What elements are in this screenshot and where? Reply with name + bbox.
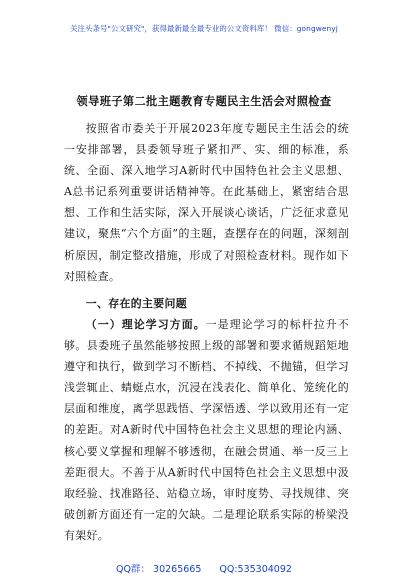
section-paragraph [64,314,349,546]
section-heading: 一、存在的主要问题 [85,297,187,310]
footer-qq-number: QQ:535304092 [219,564,292,575]
intro-paragraph: 按照省市委关于开展2023年度专题民主生活会的统一安排部署，县委领导班子紧扣严、实、细的标准，系统、全面、深入地学习A新时代中国特色社会主义思想、A总书记系列重要讲话精神等。在此基础上，紧密结合思想、工作和生活实际，深入开展谈心谈话，广泛征求意见建议，聚焦“六个方面”的主题，查摆存在的问题，深刻剖析原因，制定整改措施，形成了对照检查材料。现作如下对照检查。 [64,122,349,283]
section-body-text: 一是理论学习的标杆拉升不够。县委班子虽然能够按照上级的部署和要求循规蹈矩地遵守和执行，做到学习不断档、不掉线、不抛锚，但学习浅尝辄止、蜻蜓点水，沉浸在浅表化、简单化、笼统化的层面和维度，离学思践悟、学深悟透、学以致用还有一定的差距。对A新时代中国特色社会主义思想的理论内涵、核心要义掌握和理解不够透彻，在融会贯通、举一反三上差距很大。不善于从A新时代中国特色社会主义思想中汲取经验、找准路径、站稳立场，审时度势、寻找规律、突破创新方面还有一定的欠缺。二是理论联系实际的桥梁没有架好。 [64,318,349,542]
sub-heading: （一）理论学习方面。 [85,318,206,331]
header-banner: 关注头条号"公文研究"，获得最新最全最专业的公文资料库！ 微信：gongwenyj [70,24,338,33]
document-title: 领导班子第二批主题教育专题民主生活会对照检查 [76,94,332,108]
footer [0,561,408,575]
footer-qq-group: QQ群： 30265665 [116,564,202,575]
